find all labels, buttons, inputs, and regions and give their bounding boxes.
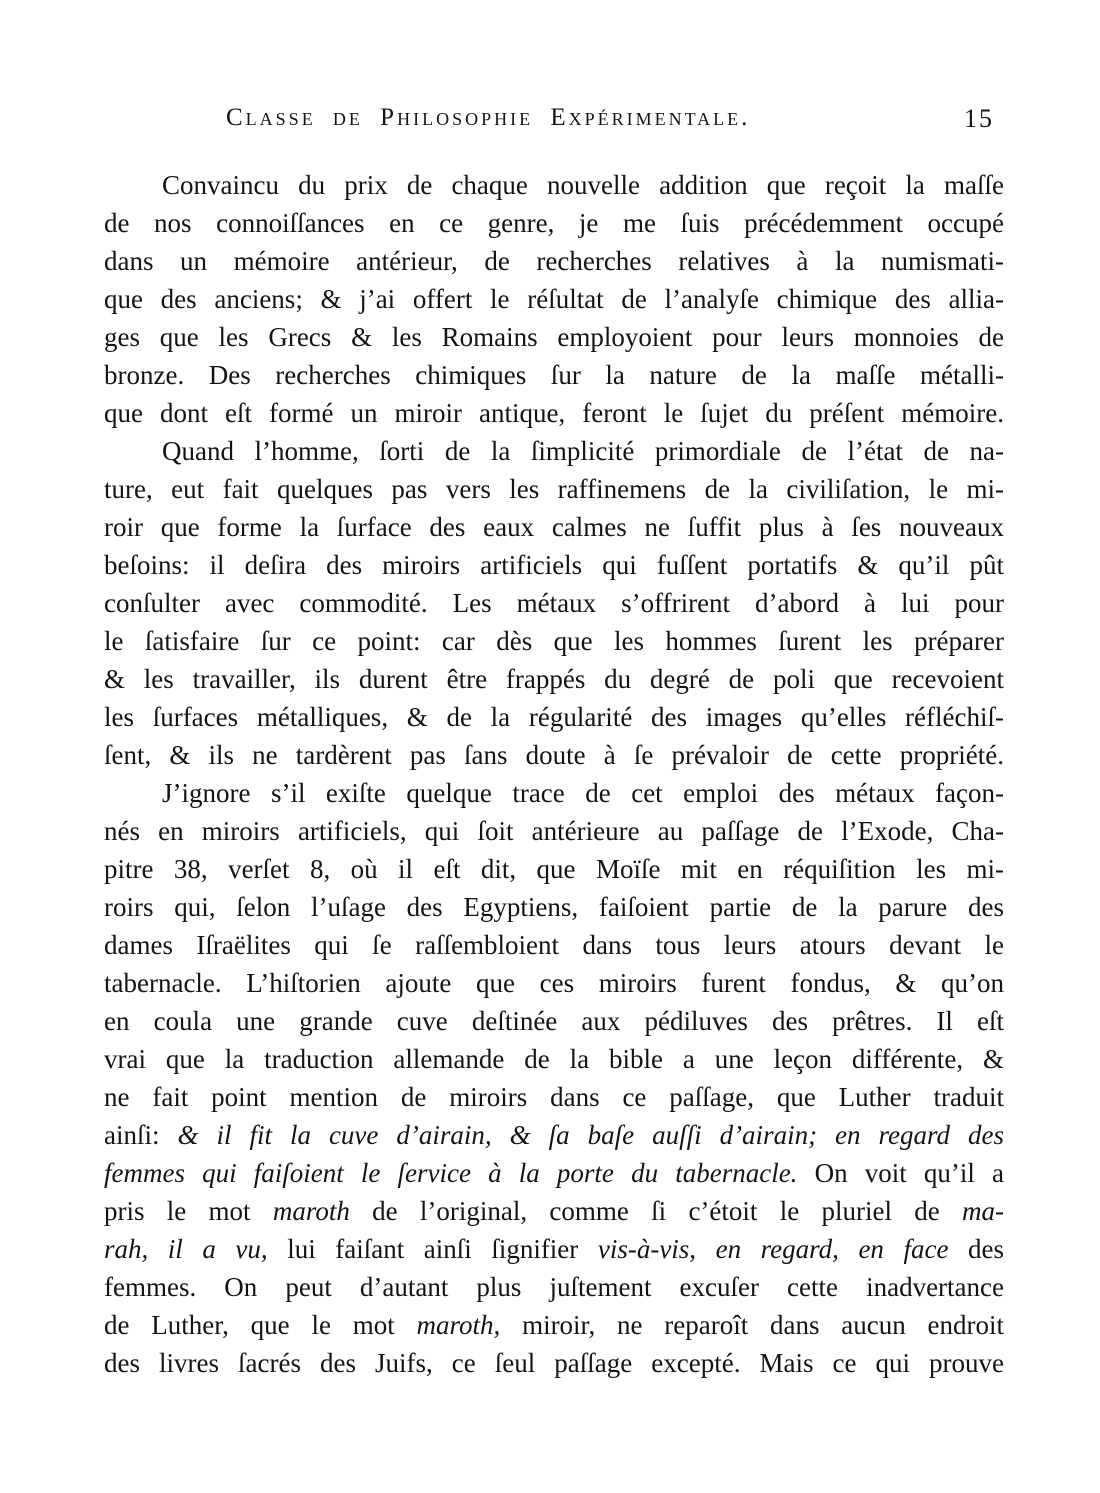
text-line: le ſatisfaire ſur ce point: car dès que les hommes ſurent les préparer	[104, 626, 1004, 656]
body-text	[104, 166, 1004, 1382]
text-line: ture, eut fait quelques pas vers les raffinemens de la civiliſation, le mi-	[104, 474, 1004, 504]
text-line: J’ignore s’il exiſte quelque trace de cet emploi des métaux façon-	[162, 778, 1004, 808]
text-line: ainſi: & il fit la cuve d’airain, & ſa baſe auſſi d’airain; en regard des	[104, 1120, 1004, 1150]
text-line: Quand l’homme, ſorti de la ſimplicité primordiale de l’état de na-	[162, 436, 1004, 466]
text-line: roir que forme la ſurface des eaux calmes ne ſuffit plus à ſes nouveaux	[104, 512, 1004, 542]
text-line: pris le mot maroth de l’original, comme ſi c’étoit le pluriel de ma-	[104, 1196, 1004, 1226]
running-title: Classe de Philosophie Expérimentale.	[226, 104, 751, 131]
text-line: de Luther, que le mot maroth, miroir, ne reparoît dans aucun endroit	[104, 1310, 1004, 1340]
text-line: Convaincu du prix de chaque nouvelle addition que reçoit la maſſe	[162, 170, 1004, 200]
text-line: les ſurfaces métalliques, & de la régularité des images qu’elles réfléchiſ-	[104, 702, 1004, 732]
text-line: ne fait point mention de miroirs dans ce paſſage, que Luther traduit	[104, 1082, 1004, 1112]
text-line: pitre 38, verſet 8, où il eſt dit, que Moïſe mit en réquiſition les mi-	[104, 854, 1004, 884]
text-line: dames Iſraëlites qui ſe raſſembloient dans tous leurs atours devant le	[104, 930, 1004, 960]
text-line: beſoins: il deſira des miroirs artificiels qui fuſſent portatifs & qu’il pût	[104, 550, 1004, 580]
text-line: en coula une grande cuve deſtinée aux pédiluves des prêtres. Il eſt	[104, 1006, 1004, 1036]
text-line: rah, il a vu, lui faiſant ainſi ſignifier vis-à-vis, en regard, en face des	[104, 1234, 1004, 1264]
text-line: & les travailler, ils durent être frappés du degré de poli que recevoient	[104, 664, 1004, 694]
text-line: que des anciens; & j’ai offert le réſultat de l’analyſe chimique des allia-	[104, 284, 1004, 314]
text-line: dans un mémoire antérieur, de recherches relatives à la numismati-	[104, 246, 1004, 276]
text-line: ges que les Grecs & les Romains employoient pour leurs monnoies de	[104, 322, 1004, 352]
text-line: tabernacle. L’hiſtorien ajoute que ces miroirs furent fondus, & qu’on	[104, 968, 1004, 998]
text-line: vrai que la traduction allemande de la bible a une leçon différente, &	[104, 1044, 1004, 1074]
text-line: que dont eſt formé un miroir antique, feront le ſujet du préſent mémoire.	[104, 398, 1004, 428]
text-line: ſent, & ils ne tardèrent pas ſans doute à ſe prévaloir de cette propriété.	[104, 740, 1004, 770]
text-line: conſulter avec commodité. Les métaux s’offrirent d’abord à lui pour	[104, 588, 1004, 618]
text-line: bronze. Des recherches chimiques ſur la nature de la maſſe métalli-	[104, 360, 1004, 390]
text-line: nés en miroirs artificiels, qui ſoit antérieure au paſſage de l’Exode, Cha-	[104, 816, 1004, 846]
text-line: femmes qui faiſoient le ſervice à la porte du tabernacle. On voit qu’il a	[104, 1158, 1004, 1188]
text-line: des livres ſacrés des Juifs, ce ſeul paſſage excepté. Mais ce qui prouve	[104, 1348, 1004, 1378]
text-line: roirs qui, ſelon l’uſage des Egyptiens, faiſoient partie de la parure des	[104, 892, 1004, 922]
text-line: femmes. On peut d’autant plus juſtement excuſer cette inadvertance	[104, 1272, 1004, 1302]
text-line: de nos connoiſſances en ce genre, je me ſuis précédemment occupé	[104, 208, 1004, 238]
page-number: 15	[964, 104, 994, 133]
